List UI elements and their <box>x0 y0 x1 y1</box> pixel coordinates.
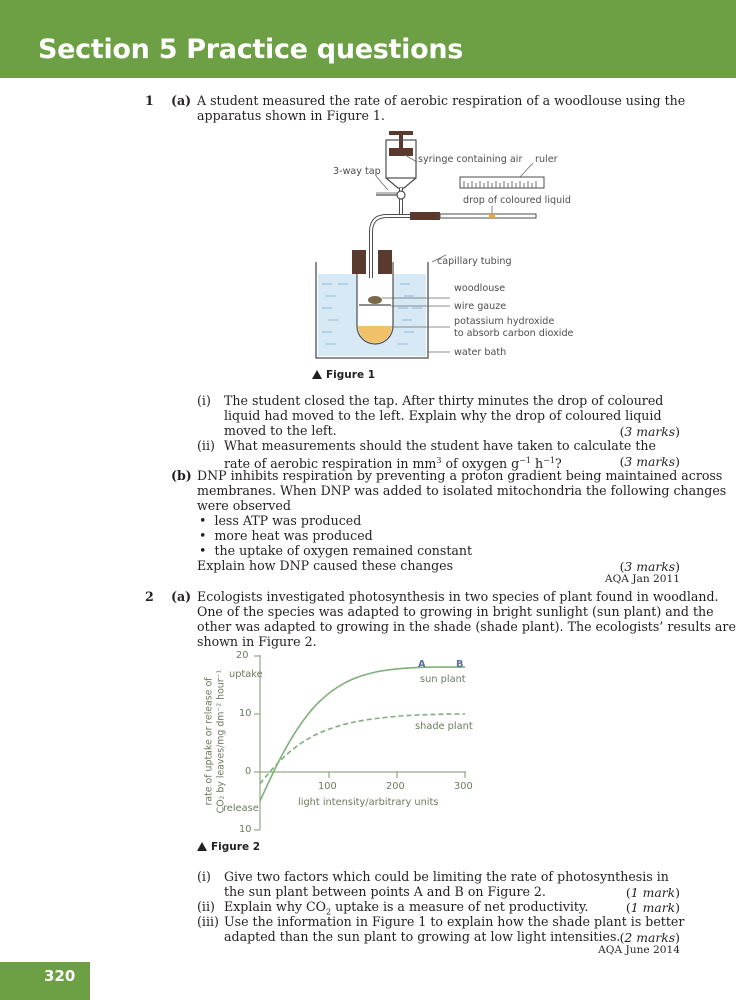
label-capillary: capillary tubing <box>437 256 512 267</box>
q2-source: AQA June 2014 <box>598 944 680 956</box>
q1-ii-label: (ii) <box>197 438 215 453</box>
q2-part-a-label: (a) <box>171 589 192 604</box>
y-tick-label: 0 <box>245 766 252 777</box>
q2-iii-label: (iii) <box>197 914 219 929</box>
page-number: 320 <box>44 967 76 985</box>
label-koh-line1: potassium hydroxide <box>454 316 555 327</box>
triangle-icon <box>197 842 207 851</box>
q2-i-line1: Give two factors which could be limiting the rate of photosynthesis in <box>224 869 669 884</box>
q1-b-line1: DNP inhibits respiration by preventing a proton gradient being maintained across <box>197 468 723 483</box>
q1-b-explain: Explain how DNP caused these changes <box>197 558 454 573</box>
x-tick-label: 200 <box>386 781 405 792</box>
bullet-item: • more heat was produced <box>199 528 373 543</box>
q2-i-marks: (1 mark) <box>625 885 680 900</box>
q1-b-marks: (3 marks) <box>619 559 680 574</box>
q2-a-line1: Ecologists investigated photosynthesis in two species of plant found in woodland. <box>197 589 719 604</box>
q2-iii-marks: (2 marks) <box>619 930 680 945</box>
point-label-b: B <box>456 659 464 670</box>
q1-part-b-label: (b) <box>171 468 192 483</box>
q2-a-line2: One of the species was adapted to growing in bright sunlight (sun plant) and the <box>197 604 714 619</box>
q1-i-line2: liquid had moved to the left. Explain why the drop of coloured liquid <box>224 408 662 423</box>
label-syringe: syringe containing air <box>418 154 523 165</box>
bullet-item: • the uptake of oxygen remained constant <box>199 543 473 558</box>
label-ruler: ruler <box>535 154 558 165</box>
q2-iii-line1: Use the information in Figure 1 to explain how the shade plant is better <box>224 914 685 929</box>
label-water-bath: water bath <box>454 347 507 358</box>
q1-source: AQA Jan 2011 <box>604 573 680 585</box>
point-label-a: A <box>418 659 426 670</box>
series-label-sun: sun plant <box>420 674 466 685</box>
q2-ii-label: (ii) <box>197 899 215 914</box>
label-gauze: wire gauze <box>454 301 507 312</box>
q2-i-line2: the sun plant between points A and B on Figure 2. <box>224 884 546 899</box>
q1-ii-line1: What measurements should the student have taken to calculate the <box>224 438 656 453</box>
y-tick-label: 10 <box>239 708 252 719</box>
q1-part-a-label: (a) <box>171 93 192 108</box>
q2-ii-text: Explain why $CO_2$ uptake is a measure of net productivity. <box>224 899 589 917</box>
y-region-uptake: uptake <box>229 669 263 680</box>
figure1-caption: Figure 1 <box>312 369 375 381</box>
q1-ii-marks: (3 marks) <box>619 454 680 469</box>
q1-i-line3: moved to the left. <box>224 423 337 438</box>
y-axis-label-line2: CO₂ by leaves/mg dm⁻² hour⁻¹ <box>215 669 227 814</box>
x-tick-label: 300 <box>454 781 473 792</box>
q1-i-label: (i) <box>197 393 211 408</box>
q1-b-line3: were observed <box>197 498 291 513</box>
q2-a-line3: other was adapted to growing in the shade (shade plant). The ecologists’ results are <box>197 619 736 634</box>
q1-b-line2: membranes. When DNP was added to isolated mitochondria the following changes <box>197 483 727 498</box>
q1-ii-line2: rate of aerobic respiration in $mm^3$ of oxygen $g^{-1}$ $h^{-1}$? <box>224 456 562 472</box>
q2-number: 2 <box>145 589 154 604</box>
q2-i-label: (i) <box>197 869 211 884</box>
y-region-release: release <box>223 803 259 814</box>
q2-iii-line2: adapted than the sun plant to growing at low light intensities. <box>224 929 621 944</box>
label-koh-line2: to absorb carbon dioxide <box>454 328 574 339</box>
series-sun-plant <box>260 667 465 801</box>
q1-i-marks: (3 marks) <box>619 424 680 439</box>
label-tap: 3-way tap <box>333 166 381 177</box>
label-woodlouse: woodlouse <box>454 283 506 294</box>
label-drop: drop of coloured liquid <box>463 195 571 206</box>
q1-a-line2: apparatus shown in Figure 1. <box>197 108 385 123</box>
figure2-caption: Figure 2 <box>197 841 260 853</box>
section-title: Section 5 Practice questions <box>38 34 464 65</box>
q1-number: 1 <box>145 93 154 108</box>
x-tick-label: 100 <box>318 781 337 792</box>
x-axis-label: light intensity/arbitrary units <box>298 797 439 808</box>
q1-a-line1: A student measured the rate of aerobic respiration of a woodlouse using the <box>197 93 686 108</box>
y-axis-label-line1: rate of uptake or release of <box>203 677 215 806</box>
page-number-tab <box>0 962 90 1000</box>
q2-ii-marks: (1 mark) <box>625 900 680 915</box>
bullet-item: • less ATP was produced <box>199 513 362 528</box>
q2-a-line4: shown in Figure 2. <box>197 634 317 649</box>
y-tick-label: 10 <box>239 824 252 835</box>
y-tick-label: 20 <box>236 650 249 661</box>
q1-i-line1: The student closed the tap. After thirty minutes the drop of coloured <box>224 393 664 408</box>
series-label-shade: shade plant <box>415 721 473 732</box>
